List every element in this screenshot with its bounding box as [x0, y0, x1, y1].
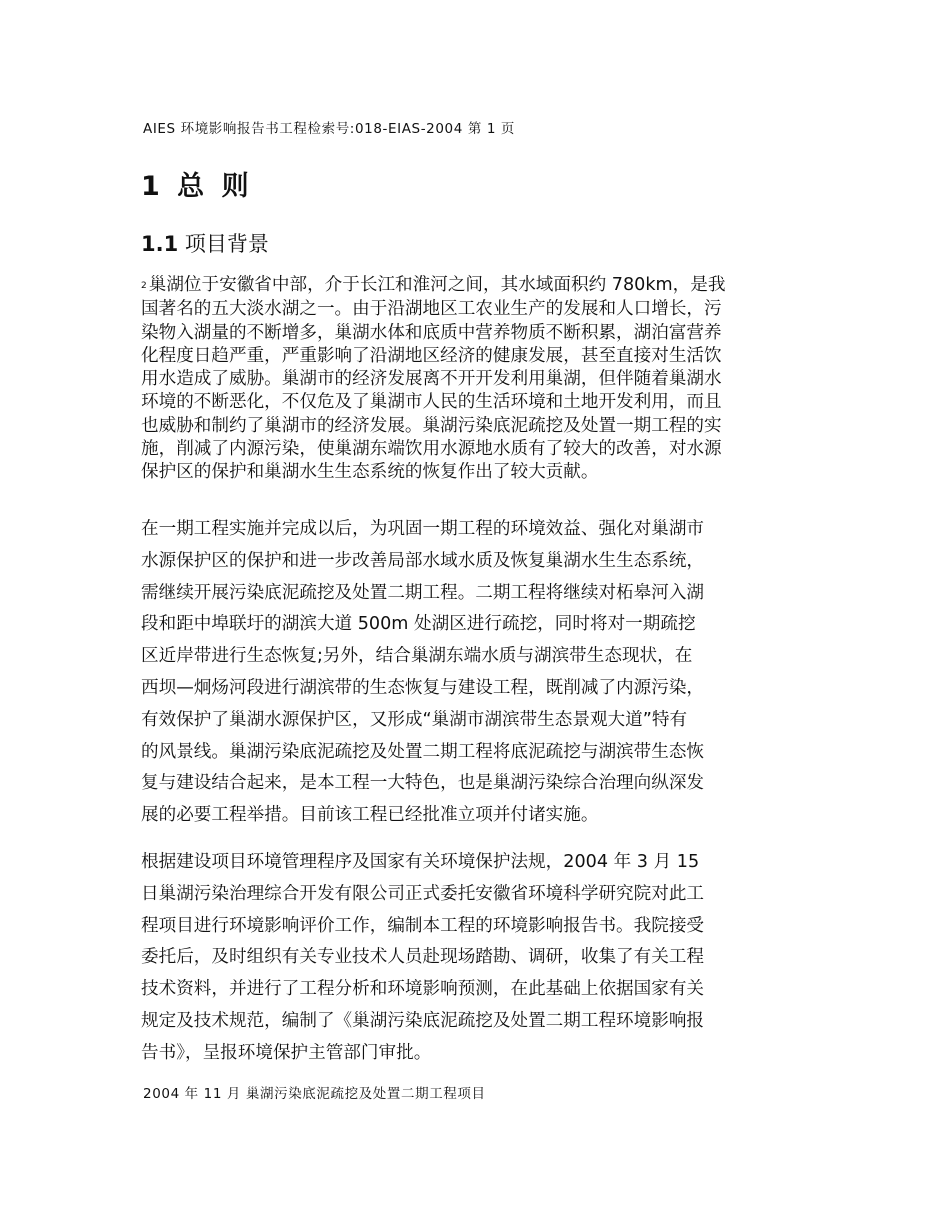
paragraph-line: 环境的不断恶化，不仅危及了巢湖市人民的生活环境和土地开发利用，而且	[141, 392, 722, 413]
paragraph-line: 程项目进行环境影响评价工作，编制本工程的环境影响报告书。我院接受	[141, 915, 705, 936]
paragraph-line: 日巢湖污染治理综合开发有限公司正式委托安徽省环境科学研究院对此工	[141, 883, 705, 904]
paragraph-line: 复与建设结合起来，是本工程一大特色，也是巢湖污染综合治理向纵深发	[141, 773, 705, 794]
paragraph-line: 用水造成了威胁。巢湖市的经济发展离不开开发利用巢湖，但伴随着巢湖水	[141, 369, 722, 390]
page-header: AIES 环境影响报告书工程检索号:018-EIAS-2004 第 1 页	[143, 121, 515, 137]
page-footer: 2004 年 11 月 巢湖污染底泥疏挖及处置二期工程项目	[143, 1086, 486, 1102]
paragraph-line: 的风景线。巢湖污染底泥疏挖及处置二期工程将底泥疏挖与湖滨带生态恢	[141, 741, 705, 762]
paragraph-background	[141, 274, 813, 485]
paragraph-line: 保护区的保护和巢湖水生生态系统的恢复作出了较大贡献。	[141, 462, 599, 483]
paragraph-line: 有效保护了巢湖水源保护区，又形成“巢湖市湖滨带生态景观大道”特有	[141, 709, 688, 730]
paragraph-line: 委托后，及时组织有关专业技术人员赴现场踏勘、调研，收集了有关工程	[141, 947, 705, 968]
paragraph-line: 区近岸带进行生态恢复;另外，结合巢湖东端水质与湖滨带生态现状，在	[141, 646, 693, 667]
paragraph-line: 展的必要工程举措。目前该工程已经批准立项并付诸实施。	[141, 805, 599, 826]
paragraph-line: 规定及技术规范，编制了《巢湖污染底泥疏挖及处置二期工程环境影响报	[141, 1010, 705, 1031]
paragraph-phase-two	[141, 514, 813, 832]
section-number: 1.1	[141, 232, 179, 256]
footnote-superscript: 2	[141, 281, 147, 291]
paragraph-commission	[141, 847, 813, 1070]
paragraph-line: 告书》，呈报环境保护主管部门审批。	[141, 1042, 432, 1063]
paragraph-line: 在一期工程实施并完成以后，为巩固一期工程的环境效益、强化对巢湖市	[141, 519, 705, 539]
paragraph-line: $^2$ 巢湖位于安徽省中部，介于长江和淮河之间，其水域面积约 780km，是我	[141, 275, 726, 295]
paragraph-line: 施，削减了内源污染，使巢湖东端饮用水源地水质有了较大的改善，对水源	[141, 439, 722, 460]
paragraph-line: 段和距中埠联圩的湖滨大道 500m 处湖区进行疏挖，同时将对一期疏挖	[141, 614, 696, 635]
paragraph-line: 也威胁和制约了巢湖市的经济发展。巢湖污染底泥疏挖及处置一期工程的实	[141, 415, 722, 436]
paragraph-line: 化程度日趋严重，严重影响了沿湖地区经济的健康发展，甚至直接对生活饮	[141, 345, 722, 366]
section-name: 项目背景	[184, 232, 269, 256]
paragraph-line: 国著名的五大淡水湖之一。由于沿湖地区工农业生产的发展和人口增长，污	[141, 299, 722, 320]
chapter-title: 1 总 则	[141, 171, 253, 202]
paragraph-line: 染物入湖量的不断增多，巢湖水体和底质中营养物质不断积累，湖泊富营养	[141, 322, 722, 343]
paragraph-line: 技术资料，并进行了工程分析和环境影响预测，在此基础上依据国家有关	[141, 979, 705, 1000]
section-title	[141, 228, 269, 258]
paragraph-line: 需继续开展污染底泥疏挖及处置二期工程。二期工程将继续对柘皋河入湖	[141, 582, 705, 603]
paragraph-line: 西坝—炯炀河段进行湖滨带的生态恢复与建设工程，既削减了内源污染，	[141, 677, 705, 698]
paragraph-line: 根据建设项目环境管理程序及国家有关环境保护法规，2004 年 3 月 15	[141, 852, 700, 872]
paragraph-line: 水源保护区的保护和进一步改善局部水域水质及恢复巢湖水生生态系统，	[141, 550, 705, 571]
